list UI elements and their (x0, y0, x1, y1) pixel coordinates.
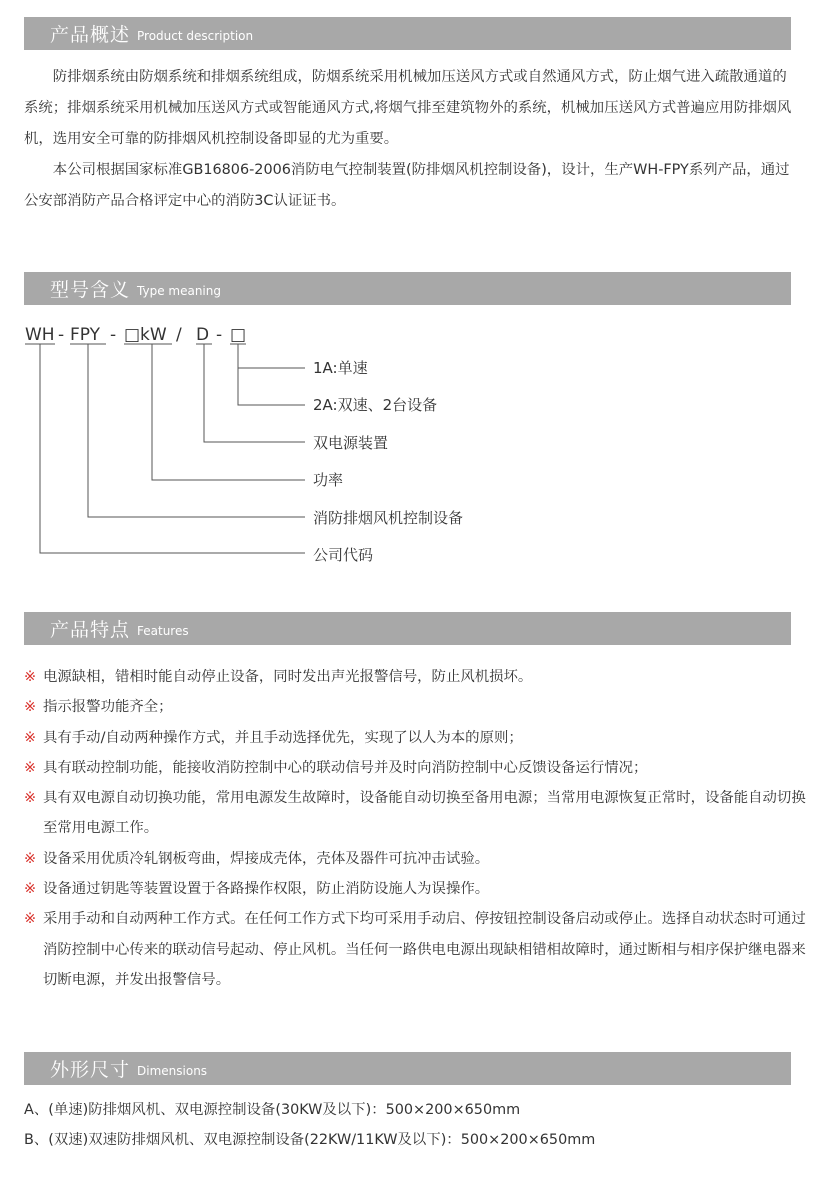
dimensions-list (24, 1095, 814, 1155)
section-title-zh: 外形尺寸 (50, 1059, 131, 1081)
label-power: 功率 (313, 471, 344, 489)
type-meaning-diagram (0, 300, 837, 580)
code-power: □kW (124, 325, 167, 345)
section-title-en: Product description (137, 28, 254, 43)
section-title-en: Features (137, 623, 189, 638)
bullet-mark-icon: ※ (24, 699, 37, 716)
feature-text: 具有双电源自动切换功能，常用电源发生故障时，设备能自动切换至备用电源；当常用电源恢复正常时，设备能自动切换至常用电源工作。 (43, 790, 806, 837)
section-title-zh: 产品特点 (50, 619, 131, 641)
code-dual-power: D (196, 325, 210, 345)
product-paragraph-1: 防排烟系统由防烟系统和排烟系统组成，防烟系统采用机械加压送风方式或自然通风方式，防止烟气进入疏散通道的系统；排烟系统采用机械加压送风方式或智能通风方式,将烟气排至建筑物外的系统，机械加压送风方式普遍应用防排烟风机，选用安全可靠的防排烟风机控制设备即显的尤为重要。 (24, 69, 792, 147)
leader-lines (40, 344, 305, 553)
feature-text: 具有联动控制功能，能接收消防控制中心的联动信号并及时向消防控制中心反馈设备运行情况； (43, 759, 648, 776)
bullet-mark-icon: ※ (24, 669, 37, 685)
product-description (24, 62, 794, 217)
section-header-features (24, 612, 791, 645)
bullet-mark-icon: ※ (24, 850, 37, 867)
bullet-mark-icon: ※ (24, 790, 37, 807)
features-list (24, 662, 814, 995)
label-dual-power: 双电源装置 (313, 434, 389, 452)
section-title-en: Type meaning (137, 283, 221, 298)
feature-item (24, 692, 814, 722)
code-speed: □ (230, 325, 247, 345)
feature-item (24, 904, 814, 995)
product-paragraph-2: 本公司根据国家标准GB16806-2006消防电气控制装置(防排烟风机控制设备)，设计，生产WH-FPY系列产品，通过公安部消防产品合格评定中心的消防3C认证证书。 (24, 162, 790, 209)
section-header-product (24, 17, 791, 50)
code-sep-4: - (216, 325, 223, 345)
feature-text: 采用手动和自动两种工作方式。在任何工作方式下均可采用手动启、停按钮控制设备启动或停止。选择自动状态时可通过消防控制中心传来的联动信号起动、停止风机。当任何一路供电电源出现缺相错相故障时，通过断相与相序保护继电器来切断电源，并发出报警信号。 (43, 911, 806, 988)
feature-text: 指示报警功能齐全； (43, 699, 173, 716)
section-header-dimensions (24, 1052, 791, 1085)
label-dual-speed: 2A:双速、2台设备 (313, 396, 438, 414)
section-title-zh: 产品概述 (50, 24, 131, 46)
code-sep-1: - (58, 325, 65, 345)
feature-text: 设备通过钥匙等装置设置于各路操作权限，防止消防设施人为误操作。 (43, 881, 490, 898)
feature-item (24, 874, 814, 904)
code-product: FPY (70, 325, 101, 345)
section-title-zh: 型号含义 (50, 279, 131, 301)
code-sep-2: - (110, 325, 117, 345)
feature-item (24, 844, 814, 874)
feature-text: 设备采用优质冷轧钢板弯曲，焊接成壳体，壳体及器件可抗冲击试验。 (43, 850, 490, 867)
feature-item (24, 753, 814, 783)
feature-item (24, 662, 814, 692)
label-single-speed: 1A:单速 (313, 359, 368, 377)
bullet-mark-icon: ※ (24, 759, 37, 776)
label-product: 消防排烟风机控制设备 (313, 509, 464, 527)
dimension-item-b: B、(双速)双速防排烟风机、双电源控制设备(22KW/11KW及以下)：500×200×650mm (24, 1132, 596, 1148)
code-sep-3: / (176, 325, 182, 345)
feature-item (24, 723, 814, 753)
section-title-en: Dimensions (137, 1063, 208, 1078)
dimension-item-a: A、(单速)防排烟风机、双电源控制设备(30KW及以下)：500×200×650mm (24, 1102, 521, 1118)
bullet-mark-icon: ※ (24, 729, 37, 746)
label-company: 公司代码 (313, 546, 374, 564)
feature-text: 具有手动/自动两种操作方式，并且手动选择优先，实现了以人为本的原则； (43, 729, 523, 746)
bullet-mark-icon: ※ (24, 911, 37, 928)
bullet-mark-icon: ※ (24, 881, 37, 898)
feature-item (24, 783, 814, 844)
code-company: WH (25, 325, 55, 345)
feature-text: 电源缺相，错相时能自动停止设备，同时发出声光报警信号，防止风机损坏。 (43, 669, 533, 685)
